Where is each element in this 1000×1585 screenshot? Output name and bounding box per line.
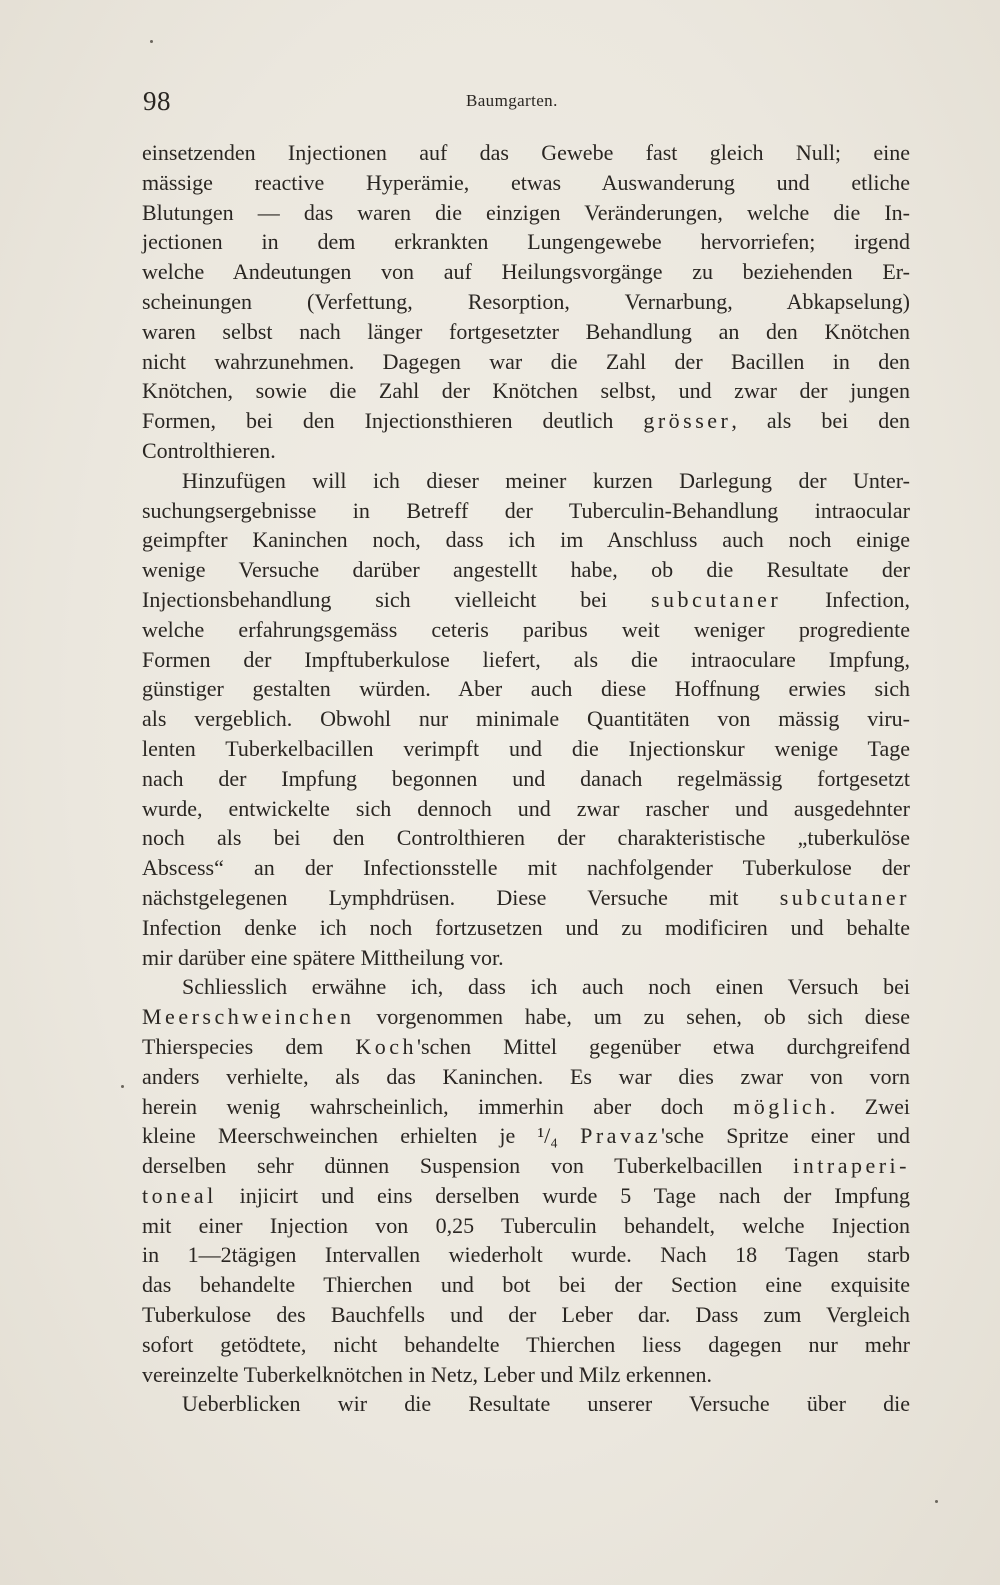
paper-speck xyxy=(935,1500,938,1503)
text-line: Knötchen, sowie die Zahl der Knötchen selbst, und zwar der jungen xyxy=(142,378,910,404)
spaced-emphasis: intraperi- xyxy=(793,1153,910,1179)
paper-speck xyxy=(121,1085,124,1088)
text-line: mässige reactive Hyperämie, etwas Auswanderung und etliche xyxy=(142,169,910,195)
text-line: günstiger gestalten würden. Aber auch diese Hoffnung erwies sich xyxy=(142,676,910,702)
text-line: lenten Tuberkelbacillen verimpft und die Injectionskur wenige Tage xyxy=(142,735,910,761)
text-line: waren selbst nach länger fortgesetzter Behandlung an den Knötchen xyxy=(142,318,910,344)
text-line: vereinzelte Tuberkelknötchen in Netz, Leber und Milz erkennen. xyxy=(142,1361,712,1387)
text-line: Formen, bei den Injectionsthieren deutlich grösser, als bei den xyxy=(142,408,910,434)
text-line: Meerschweinchen vorgenommen habe, um zu sehen, ob sich diese xyxy=(142,1004,910,1030)
text-line: als vergeblich. Obwohl nur minimale Quantitäten von mässig viru- xyxy=(142,706,910,732)
text-line: sofort getödtete, nicht behandelte Thierchen liess dagegen nur mehr xyxy=(142,1331,910,1357)
text-line: das behandelte Thierchen und bot bei der Section eine exquisite xyxy=(142,1272,910,1298)
text-line: jectionen in dem erkrankten Lungengewebe hervorriefen; irgend xyxy=(142,229,910,255)
page-number: 98 xyxy=(143,86,171,116)
text-line-paragraph-start: Schliesslich erwähne ich, dass ich auch noch einen Versuch bei xyxy=(182,974,910,1000)
body-text xyxy=(142,138,910,1419)
text-line: Blutungen — das waren die einzigen Veränderungen, welche die In- xyxy=(142,199,910,225)
text-line: nicht wahrzunehmen. Dagegen war die Zahl der Bacillen in den xyxy=(142,348,910,374)
text-line-paragraph-start: Ueberblicken wir die Resultate unserer Versuche über die xyxy=(182,1391,910,1417)
text-line: derselben sehr dünnen Suspension von Tuberkelbacillen intraperi- xyxy=(142,1153,910,1179)
spaced-emphasis: Koch xyxy=(355,1033,418,1059)
text-line: welche Andeutungen von auf Heilungsvorgänge zu beziehenden Er- xyxy=(142,259,910,285)
text-line: mir darüber eine spätere Mittheilung vor. xyxy=(142,944,504,970)
text-line: noch als bei den Controlthieren der charakteristische „tuberkulöse xyxy=(142,825,910,851)
text-line: herein wenig wahrscheinlich, immerhin aber doch möglich. Zwei xyxy=(142,1093,910,1119)
text-line: anders verhielte, als das Kaninchen. Es war dies zwar von vorn xyxy=(142,1063,910,1089)
spaced-emphasis: Meerschweinchen xyxy=(142,1004,355,1030)
running-head: Baumgarten. xyxy=(466,91,558,110)
text-line: suchungsergebnisse in Betreff der Tuberculin-Behandlung intraocular xyxy=(142,497,910,523)
text-line: nach der Impfung begonnen und danach regelmässig fortgesetzt xyxy=(142,765,910,791)
text-line: Thierspecies dem Koch'schen Mittel gegenüber etwa durchgreifend xyxy=(142,1033,910,1059)
text-line: wurde, entwickelte sich dennoch und zwar rascher und ausgedehnter xyxy=(142,795,910,821)
text-line: welche erfahrungsgemäss ceteris paribus weit weniger progrediente xyxy=(142,616,910,642)
spaced-emphasis: subcutaner xyxy=(650,586,782,612)
text-line: geimpfter Kaninchen noch, dass ich im Anschluss auch noch einige xyxy=(142,527,910,553)
text-line: Abscess“ an der Infectionsstelle mit nachfolgender Tuberkulose der xyxy=(142,855,910,881)
text-line: wenige Versuche darüber angestellt habe, ob die Resultate der xyxy=(142,557,910,583)
spaced-emphasis: toneal xyxy=(142,1182,217,1208)
text-line: in 1—2tägigen Intervallen wiederholt wurde. Nach 18 Tagen starb xyxy=(142,1242,910,1268)
text-line: Infection denke ich noch fortzusetzen und zu modificiren und behalte xyxy=(142,914,910,940)
paper-speck xyxy=(150,40,153,43)
text-line: Formen der Impftuberkulose liefert, als die intraoculare Impfung, xyxy=(142,646,910,672)
text-line: einsetzenden Injectionen auf das Gewebe fast gleich Null; eine xyxy=(142,140,910,165)
text-line: mit einer Injection von 0,25 Tuberculin behandelt, welche Injection xyxy=(142,1212,910,1238)
spaced-emphasis: Pravaz xyxy=(580,1123,661,1149)
text-line-paragraph-start: Hinzufügen will ich dieser meiner kurzen Darlegung der Unter- xyxy=(182,467,910,493)
spaced-emphasis: möglich xyxy=(733,1093,830,1119)
text-line: nächstgelegenen Lymphdrüsen. Diese Versuche mit subcutaner xyxy=(142,884,910,910)
text-line: toneal injicirt und eins derselben wurde 5 Tage nach der Impfung xyxy=(142,1182,910,1208)
text-line: Controlthieren. xyxy=(142,437,276,463)
spaced-emphasis: grösser xyxy=(643,408,732,434)
text-line: Injectionsbehandlung sich vielleicht bei subcutaner Infection, xyxy=(142,586,910,612)
spaced-emphasis: subcutaner xyxy=(779,884,910,910)
text-line: kleine Meerschweinchen erhielten je ¹/₄ Pravaz'sche Spritze einer und xyxy=(142,1123,910,1149)
text-line: scheinungen (Verfettung, Resorption, Vernarbung, Abkapselung) xyxy=(142,288,910,314)
text-line: Tuberkulose des Bauchfells und der Leber dar. Dass zum Vergleich xyxy=(142,1302,910,1328)
